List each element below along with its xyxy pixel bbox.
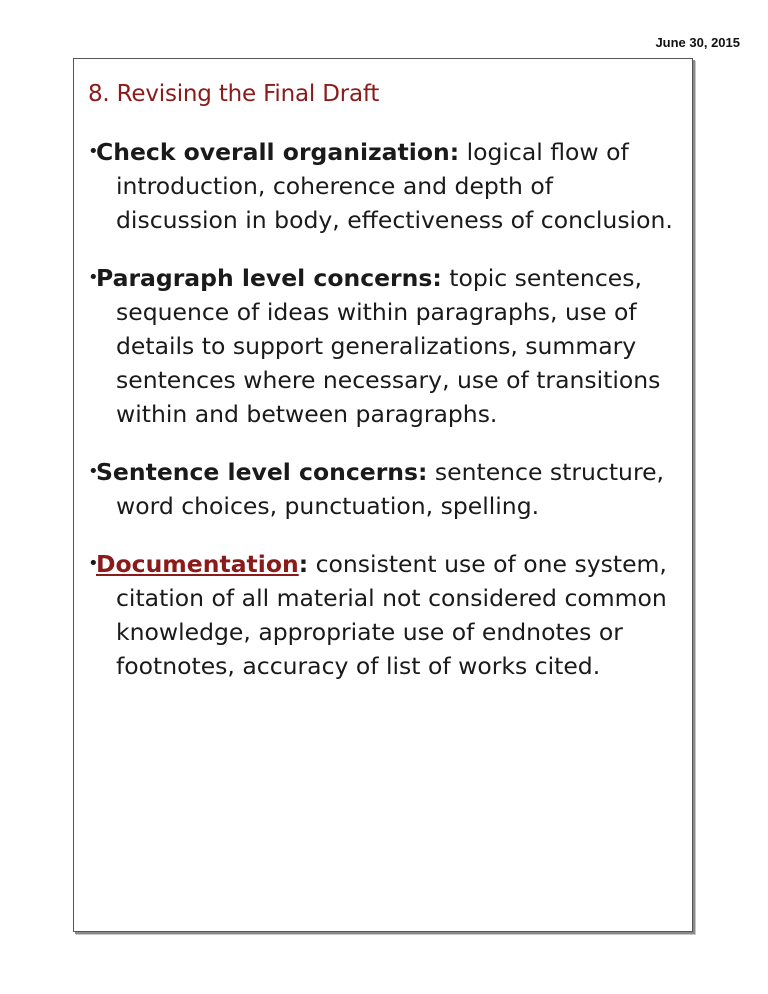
bullet-dot-icon: • [88, 141, 99, 162]
slide-title: 8. Revising the Final Draft [88, 81, 380, 107]
bullet-item-documentation [74, 547, 686, 683]
bullet-dot-icon: • [88, 553, 99, 574]
bullet-heading: Paragraph level concerns: [96, 264, 442, 292]
bullet-item-paragraph [74, 261, 686, 431]
bullet-text: sentence structure, word choices, punctuation, spelling. [116, 458, 665, 520]
documentation-link[interactable]: Documentation [96, 550, 299, 578]
bullet-text: logical flow of introduction, coherence and depth of discussion in body, effectiveness of conclusion. [116, 138, 673, 234]
heading-colon: : [298, 550, 309, 578]
bullet-heading: Sentence level concerns: [96, 458, 428, 486]
bullet-heading: Check overall organization: [96, 138, 460, 166]
bullet-dot-icon: • [88, 461, 99, 482]
bullet-text: topic sentences, sequence of ideas within paragraphs, use of details to support generalizations, summary sentences where necessary, use of transitions within and between paragraphs. [116, 264, 661, 428]
bullet-text: consistent use of one system, citation of all material not considered common knowledge, appropriate use of endnotes or footnotes, accuracy of list of works cited. [116, 550, 667, 680]
bullet-list [74, 135, 686, 707]
bullet-item-organization [74, 135, 686, 237]
page-date: June 30, 2015 [655, 35, 740, 50]
slide-frame [73, 58, 693, 932]
bullet-dot-icon: • [88, 267, 99, 288]
bullet-item-sentence [74, 455, 686, 523]
